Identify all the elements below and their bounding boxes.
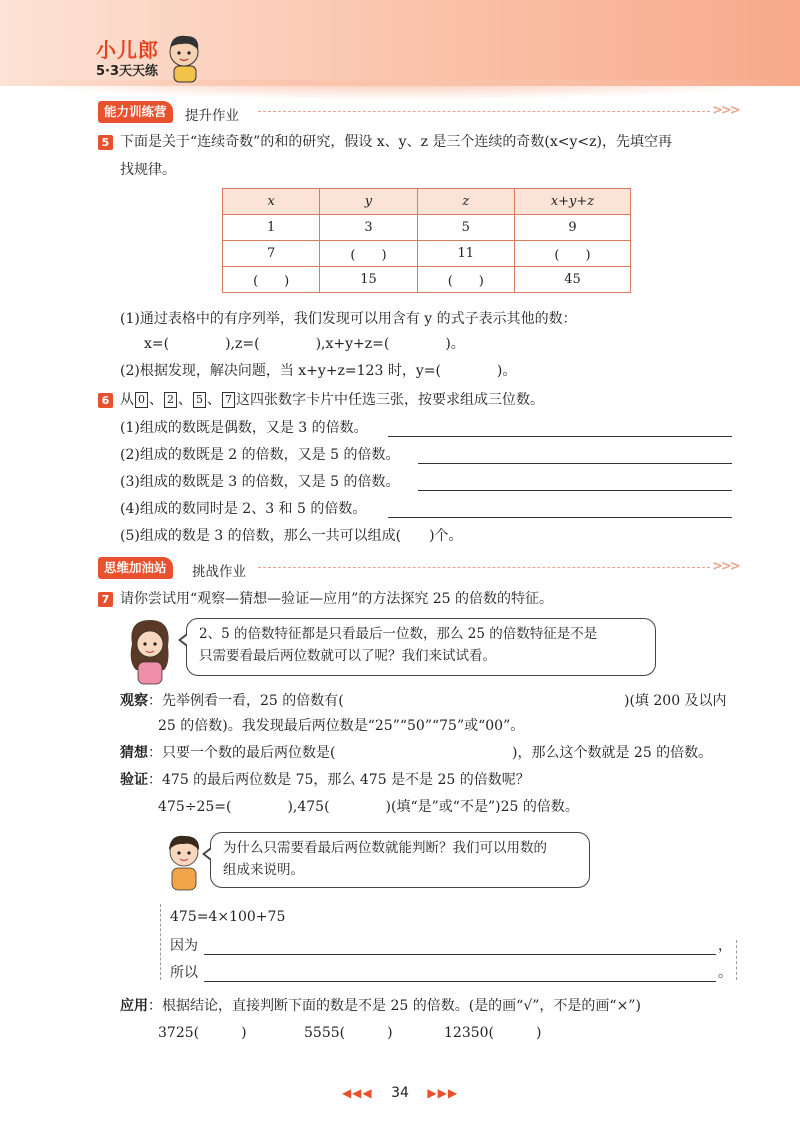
table-cell-blank[interactable]: ( ) <box>417 267 514 293</box>
observe-label: 观察 <box>120 693 148 709</box>
bubble-text: 只需要看最后两位数就可以了呢？我们来试试看。 <box>199 648 496 664</box>
digit-card: 7 <box>222 392 235 408</box>
table-cell: 7 <box>223 241 320 267</box>
answer-line[interactable] <box>418 490 732 491</box>
q6-item5[interactable]: (5)组成的数是 3 的倍数，那么一共可以组成( )个。 <box>120 528 463 544</box>
because-answer-line[interactable] <box>204 954 716 955</box>
answer-line[interactable] <box>388 436 732 437</box>
girl-character-icon <box>120 614 180 686</box>
verify-label: 验证 <box>120 772 148 788</box>
digit-card: 5 <box>193 392 206 408</box>
q7-intro: 请你尝试用“观察—猜想—验证—应用”的方法探究 25 的倍数的特征。 <box>120 591 554 607</box>
q6-post: 这四张数字卡片中任选三张，按要求组成三位数。 <box>236 392 544 408</box>
bubble-text: 组成来说明。 <box>223 862 304 878</box>
divider-arrows-icon: >>> <box>712 559 739 574</box>
work-area-left-border <box>160 904 161 980</box>
question-number: 6 <box>98 393 113 408</box>
table-cell: 11 <box>417 241 514 267</box>
q5-part2[interactable]: (2)根据发现，解决问题，当 x+y+z=123 时，y=( )。 <box>120 363 517 379</box>
q6-item: (2)组成的数既是 2 的倍数，又是 5 的倍数。 <box>120 447 400 463</box>
brand-logo: 小儿郎 <box>96 38 159 62</box>
guess-label: 猜想 <box>120 745 148 761</box>
guess-line-end: )，那么这个数就是 25 的倍数。 <box>512 745 713 761</box>
table-cell: 45 <box>514 267 630 293</box>
bubble-text: 2、5 的倍数特征都是只看最后一位数，那么 25 的倍数特征是不是 <box>199 626 598 642</box>
question-number: 5 <box>98 135 113 150</box>
table-cell: 15 <box>320 267 417 293</box>
table-cell-blank[interactable]: ( ) <box>320 241 417 267</box>
q6-item: (3)组成的数既是 3 的倍数，又是 5 的倍数。 <box>120 474 400 490</box>
work-so-end: 。 <box>718 965 732 981</box>
observe-line2: 25 的倍数)。我发现最后两位数是“25”“50”“75”或“00”。 <box>158 718 525 734</box>
brand-subtitle: 5·3天天练 <box>96 64 159 79</box>
apply-item[interactable]: 5555( ) <box>304 1025 393 1041</box>
section-title-thinking: 挑战作业 <box>192 564 246 580</box>
apply-line <box>120 997 641 1015</box>
verify-line <box>120 771 530 789</box>
page-number: 34 <box>391 1085 409 1101</box>
girl-speech-bubble <box>186 618 656 676</box>
answer-line[interactable] <box>388 517 732 518</box>
apply-text: ：根据结论，直接判断下面的数是不是 25 的倍数。(是的画“√”，不是的画“×”) <box>148 998 641 1014</box>
answer-line[interactable] <box>418 463 732 464</box>
q6-item: (4)组成的数同时是 2、3 和 5 的倍数。 <box>120 501 367 517</box>
page-footer <box>0 1085 800 1101</box>
section-divider <box>258 111 710 112</box>
work-because-label: 因为 <box>170 938 198 954</box>
observe-line1 <box>120 692 344 710</box>
prev-arrows-icon: ◀◀◀ <box>341 1086 373 1100</box>
boy-character-icon <box>158 828 210 894</box>
observe-text: ：先举例看一看，25 的倍数有( <box>148 693 344 709</box>
divider-arrows-icon: >>> <box>712 103 739 118</box>
table-header: y <box>320 189 417 215</box>
verify-text: ：475 的最后两位数是 75，那么 475 是不是 25 的倍数呢？ <box>148 772 530 788</box>
q6-item: (1)组成的数既是偶数，又是 3 的倍数。 <box>120 420 368 436</box>
boy-mascot-icon <box>162 30 208 84</box>
q5-part1-blanks[interactable]: x=( ),z=( ),x+y+z=( )。 <box>144 336 465 352</box>
table-header: x <box>223 189 320 215</box>
bubble-text: 为什么只需要看最后两位数就能判断？我们可以用数的 <box>223 840 547 856</box>
so-answer-line[interactable] <box>204 981 716 982</box>
section-divider <box>258 567 710 568</box>
digit-card: 2 <box>164 392 177 408</box>
q6-pre: 从 <box>120 392 134 408</box>
q6-text: 从 0 、 2 、 5 、 7 这四张数字卡片中任选三张，按要求组成三位数。 <box>120 392 544 408</box>
apply-label: 应用 <box>120 998 148 1014</box>
table-cell: 5 <box>417 215 514 241</box>
q5-part1: (1)通过表格中的有序列举，我们发现可以用含有 y 的式子表示其他的数： <box>120 311 577 327</box>
table-cell: 3 <box>320 215 417 241</box>
work-line1: 475=4×100+75 <box>170 909 286 925</box>
table-cell-blank[interactable]: ( ) <box>514 241 630 267</box>
section-title-ability: 提升作业 <box>185 108 239 124</box>
apply-item[interactable]: 12350( ) <box>444 1025 542 1041</box>
table-cell-blank[interactable]: ( ) <box>223 267 320 293</box>
verify-line2[interactable]: 475÷25=( ),475( )(填“是”或“不是”)25 的倍数。 <box>158 799 579 815</box>
table-header: x+y+z <box>514 189 630 215</box>
section-tag-ability: 能力训练营 <box>98 101 173 123</box>
next-arrows-icon: ▶▶▶ <box>427 1086 459 1100</box>
apply-item[interactable]: 3725( ) <box>158 1025 247 1041</box>
table-cell: 9 <box>514 215 630 241</box>
observe-line1-end: )(填 200 及以内 <box>624 693 727 709</box>
work-because-end: ， <box>718 938 732 954</box>
work-so-label: 所以 <box>170 965 198 981</box>
odd-number-table <box>222 188 631 293</box>
q5-text-line2: 找规律。 <box>120 162 176 178</box>
digit-card: 0 <box>135 392 148 408</box>
guess-text: ：只要一个数的最后两位数是( <box>148 745 336 761</box>
table-header: z <box>417 189 514 215</box>
work-area-right-border <box>736 940 737 980</box>
guess-line <box>120 744 335 762</box>
table-cell: 1 <box>223 215 320 241</box>
section-tag-thinking: 思维加油站 <box>98 557 173 579</box>
question-number: 7 <box>98 592 113 607</box>
q5-text-line1: 下面是关于“连续奇数”的和的研究，假设 x、y、z 是三个连续的奇数(x<y<z)，先填空再 <box>120 134 672 150</box>
boy-speech-bubble <box>210 832 590 888</box>
